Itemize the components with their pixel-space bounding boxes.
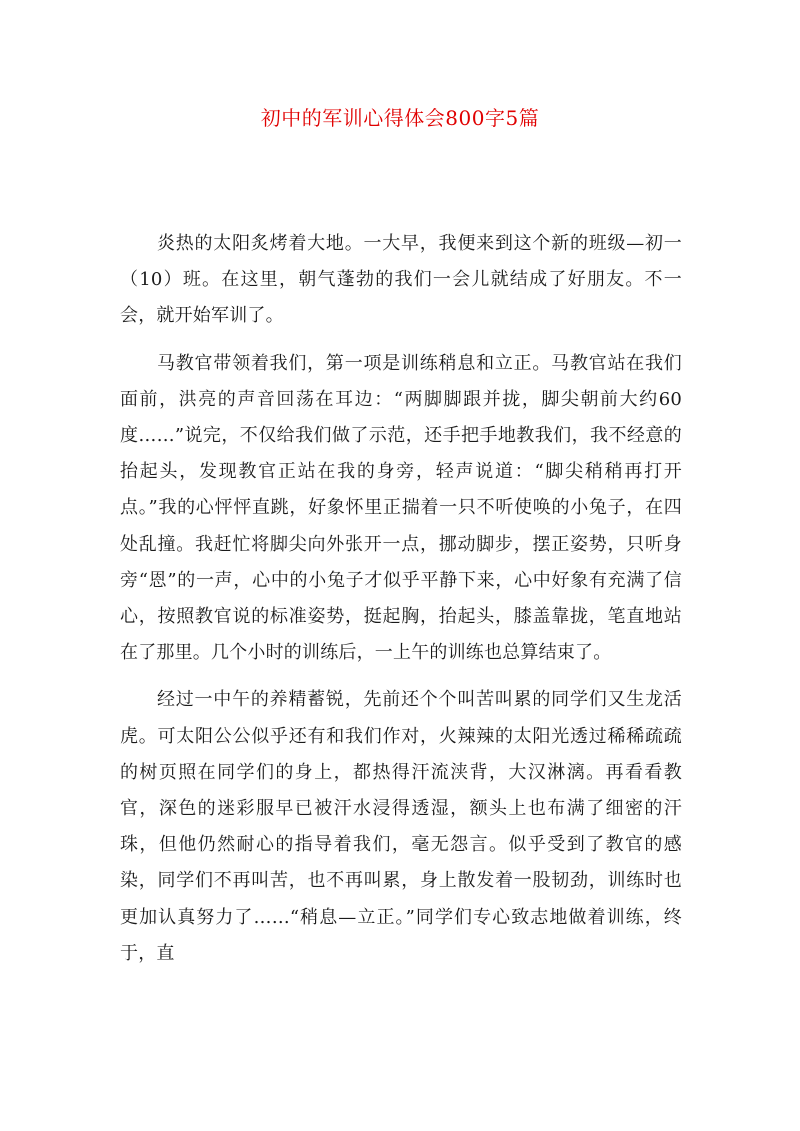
paragraph-2: 马教官带领着我们，第一项是训练稍息和立正。马教官站在我们面前，洪亮的声音回荡在耳边：“两脚脚跟并拢，脚尖朝前大约60度……”说完，不仅给我们做了示范，还手把手地教我们，我不经意的抬起头，发现教官正站在我的身旁，轻声说道：“脚尖稍稍再打开点。”我的心怦怦直跳，好象怀里正揣着一只不听使唤的小兔子，在四处乱撞。我赶忙将脚尖向外张开一点，挪动脚步，摆正姿势，只听身旁“恩”的一声，心中的小兔子才似乎平静下来，心中好象有充满了信心，按照教官说的标准姿势，挺起胸，抬起头，膝盖靠拢，笔直地站在了那里。几个小时的训练后，一上午的训练也总算结束了。 (120, 352, 682, 664)
paragraph-1: 炎热的太阳炙烤着大地。一大早，我便来到这个新的班级—初一（10）班。在这里，朝气蓬勃的我们一会儿就结成了好朋友。不一会，就开始军训了。 (120, 233, 682, 327)
document-body (120, 226, 682, 983)
document-title: 初中的军训心得体会800字5篇 (260, 106, 540, 130)
paragraph-3: 经过一中午的养精蓄锐，先前还个个叫苦叫累的同学们又生龙活虎。可太阳公公似乎还有和我们作对，火辣辣的太阳光透过稀稀疏疏的树页照在同学们的身上，都热得汗流浃背，大汉淋漓。再看看教官，深色的迷彩服早已被汗水浸得透湿，额头上也布满了细密的汗珠，但他仍然耐心的指导着我们，毫无怨言。似乎受到了教官的感染，同学们不再叫苦，也不再叫累，身上散发着一股韧劲，训练时也更加认真努力了……“稍息—立正。”同学们专心致志地做着训练，终于，直 (120, 689, 682, 964)
